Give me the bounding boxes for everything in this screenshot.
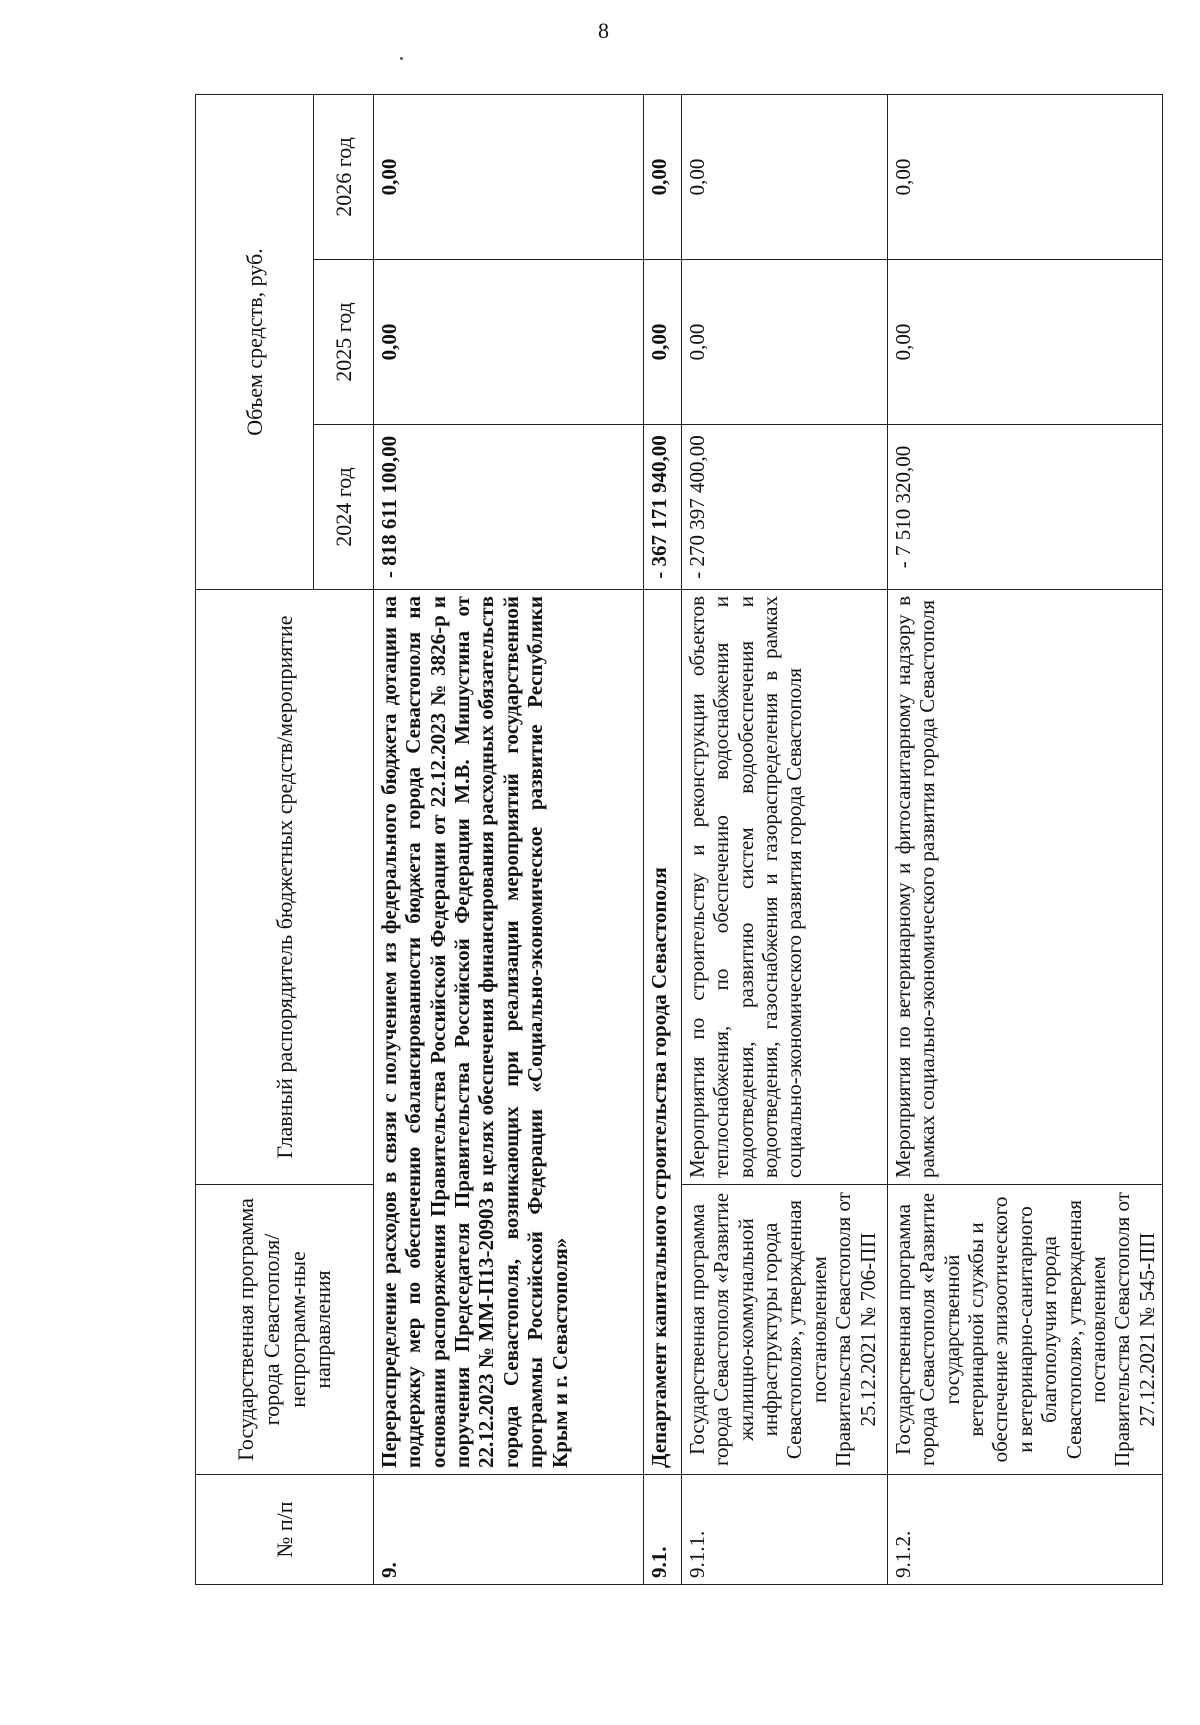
row-number: 9.	[374, 1475, 644, 1585]
row-description: Перераспределение расходов в связи с получением из федерального бюджета дотации на поддержку мер по обеспечению сбалансированности бюджета города Севастополя на основании распоряжения Правительства Российской Федерации от 22.12.2023 № 3826-р и поручения Председателя Правительства Российской Федерации М.В. Мишустина от 22.12.2023 № ММ-П13-20903 в целях обеспечения финансирования расходных обязательств города Севастополя, возникающих при реализации мероприятий государственной программы Российской Федерации «Социально-экономическое развитие Республики Крым и г. Севастополя»	[374, 590, 644, 1475]
amount-2024: - 7 510 320,00	[888, 425, 1163, 590]
amount-2025: 0,00	[374, 260, 644, 425]
table-row-9-1-1	[682, 94, 888, 1584]
row-department: Департамент капитального строительства города Севастополя	[644, 590, 682, 1475]
scan-speck	[400, 57, 403, 60]
amount-2026: 0,00	[888, 94, 1163, 259]
row-event: Мероприятия по ветеринарному и фитосанитарному надзору в рамках социально-экономического развития города Севастополя	[888, 590, 1163, 1185]
amount-2024: - 270 397 400,00	[682, 425, 888, 590]
header-row	[196, 94, 314, 1584]
header-year-2025: 2025 год	[314, 260, 374, 425]
header-num: № п/п	[196, 1475, 374, 1585]
budget-table	[195, 94, 1163, 1585]
row-event: Мероприятия по строительству и реконструкции объектов теплоснабжения, по обеспечению водоснабжения и водоотведения, развитию систем водообеспечения и водоотведения, газоснабжения и газораспределения в рамках социально-экономического развития города Севастополя	[682, 590, 888, 1185]
header-year-2026: 2026 год	[314, 94, 374, 259]
row-program: Государственная программа города Севастополя «Развитие жилищно-коммунальной инфраструктуры города Севастополя», утвержденная постановлением Правительства Севастополя от 25.12.2021 № 706-ПП	[682, 1185, 888, 1475]
amount-2025: 0,00	[888, 260, 1163, 425]
table-row-9	[374, 94, 644, 1584]
row-program: Государственная программа города Севастополя «Развитие государственной ветеринарной службы и обеспечение эпизоотического и ветеринарно-санитарного благополучия города Севастополя», утвержденная постановлением Правительства Севастополя от 27.12.2021 № 545-ПП	[888, 1185, 1163, 1475]
row-number: 9.1.2.	[888, 1475, 1163, 1585]
amount-2026: 0,00	[374, 94, 644, 259]
row-number: 9.1.	[644, 1475, 682, 1585]
amount-2024: - 367 171 940,00	[644, 425, 682, 590]
amount-2025: 0,00	[682, 260, 888, 425]
header-year-2024: 2024 год	[314, 425, 374, 590]
header-main-manager: Главный распорядитель бюджетных средств/мероприятие	[196, 590, 374, 1185]
header-volume: Объем средств, руб.	[196, 94, 314, 589]
table-row-9-1-2	[888, 94, 1163, 1584]
amount-2024: - 818 611 100,00	[374, 425, 644, 590]
rotated-table-wrapper	[195, 95, 1159, 1585]
page-number: 8	[598, 18, 609, 43]
amount-2026: 0,00	[644, 94, 682, 259]
table-row-9-1	[644, 94, 682, 1584]
amount-2026: 0,00	[682, 94, 888, 259]
row-number: 9.1.1.	[682, 1475, 888, 1585]
amount-2025: 0,00	[644, 260, 682, 425]
header-program: Государственная программа города Севастополя/непрограмм-ные направления	[196, 1185, 374, 1475]
